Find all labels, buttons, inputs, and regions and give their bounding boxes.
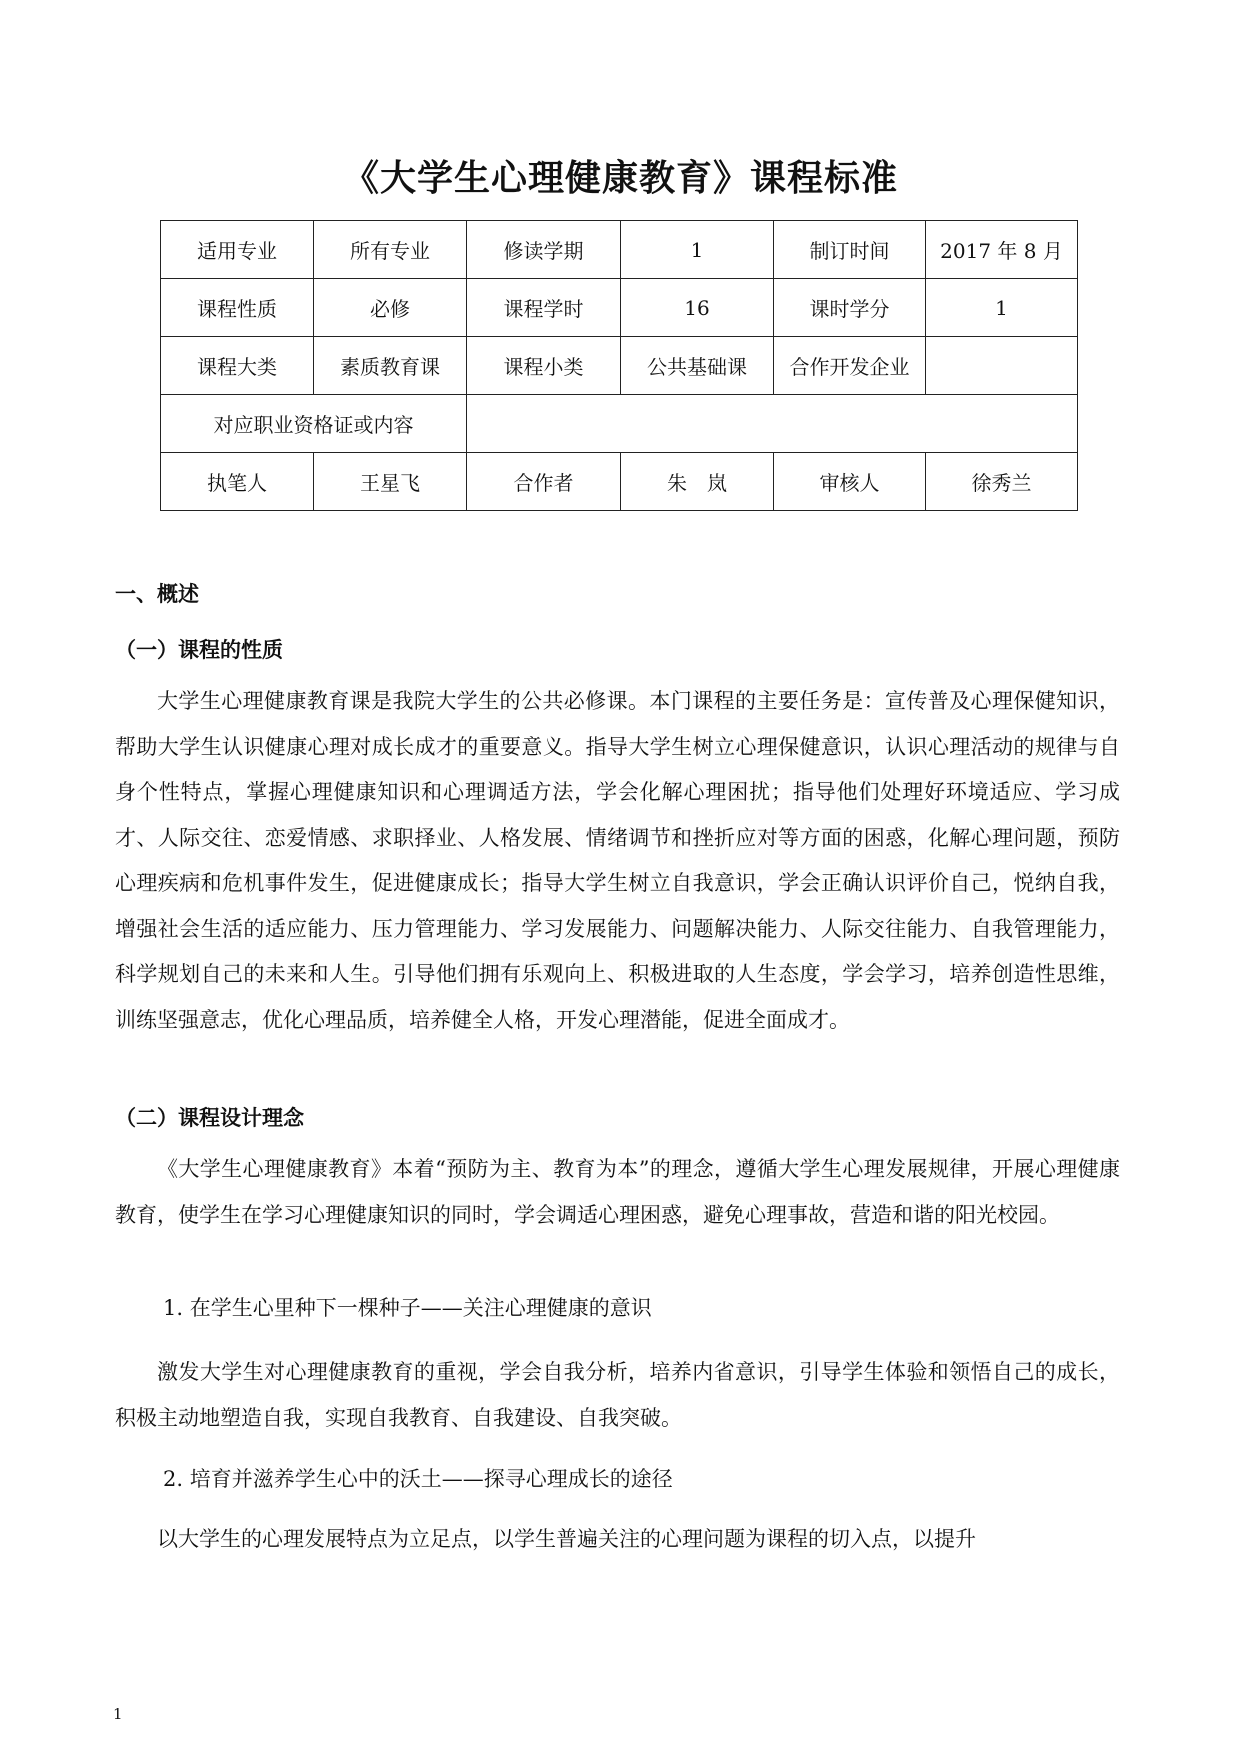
table-cell: 制订时间: [774, 221, 926, 279]
table-cell: 素质教育课: [314, 337, 467, 395]
section-heading: 一、概述: [115, 582, 199, 606]
page-number: 1: [113, 1705, 123, 1723]
table-cell: 必修: [314, 279, 467, 337]
table-cell: 执笔人: [161, 453, 314, 511]
list-item-title: 2. 培育并滋养学生心中的沃土——探寻心理成长的途径: [163, 1467, 673, 1491]
table-cell: 修读学期: [467, 221, 621, 279]
subsection-heading: （一）课程的性质: [115, 638, 283, 662]
table-cell: 课程大类: [161, 337, 314, 395]
course-info-table: [160, 220, 1078, 511]
table-cell: 课程学时: [467, 279, 621, 337]
body-paragraph: 激发大学生对心理健康教育的重视，学会自我分析，培养内省意识，引导学生体验和领悟自己的成长，积极主动地塑造自我，实现自我教育、自我建设、自我突破。: [115, 1360, 1120, 1430]
table-row: [161, 395, 1078, 453]
table-cell: 16: [621, 279, 774, 337]
body-paragraph: 以大学生的心理发展特点为立足点，以学生普遍关注的心理问题为课程的切入点，以提升: [157, 1527, 976, 1551]
body-paragraph: 《大学生心理健康教育》本着“预防为主、教育为本”的理念，遵循大学生心理发展规律，开展心理健康教育，使学生在学习心理健康知识的同时，学会调适心理困惑，避免心理事故，营造和谐的阳光校园。: [115, 1157, 1120, 1227]
table-cell: 合作开发企业: [774, 337, 926, 395]
table-cell: [926, 337, 1078, 395]
table-cell: 对应职业资格证或内容: [161, 395, 467, 453]
table-cell: 课程性质: [161, 279, 314, 337]
body-paragraph: 大学生心理健康教育课是我院大学生的公共必修课。本门课程的主要任务是：宣传普及心理保健知识，帮助大学生认识健康心理对成长成才的重要意义。指导大学生树立心理保健意识，认识心理活动的规律与自身个性特点，掌握心理健康知识和心理调适方法，学会化解心理困扰；指导他们处理好环境适应、学习成才、人际交往、恋爱情感、求职择业、人格发展、情绪调节和挫折应对等方面的困惑，化解心理问题，预防心理疾病和危机事件发生，促进健康成长；指导大学生树立自我意识，学会正确认识评价自己，悦纳自我，增强社会生活的适应能力、压力管理能力、学习发展能力、问题解决能力、人际交往能力、自我管理能力，科学规划自己的未来和人生。引导他们拥有乐观向上、积极进取的人生态度，学会学习，培养创造性思维，训练坚强意志，优化心理品质，培养健全人格，开发心理潜能，促进全面成才。: [115, 689, 1120, 1032]
list-item-title: 1. 在学生心里种下一棵种子——关注心理健康的意识: [163, 1296, 652, 1320]
table-cell: 合作者: [467, 453, 621, 511]
table-cell: 公共基础课: [621, 337, 774, 395]
table-row: [161, 221, 1078, 279]
table-row: [161, 337, 1078, 395]
table-cell: 王星飞: [314, 453, 467, 511]
table-cell: 所有专业: [314, 221, 467, 279]
table-row: [161, 279, 1078, 337]
table-cell: [467, 395, 1078, 453]
table-row: [161, 453, 1078, 511]
table-cell: 适用专业: [161, 221, 314, 279]
table-cell: 2017 年 8 月: [926, 221, 1078, 279]
table-cell: 1: [621, 221, 774, 279]
table-cell: 徐秀兰: [926, 453, 1078, 511]
subsection-heading: （二）课程设计理念: [115, 1106, 304, 1130]
document-title: 《大学生心理健康教育》课程标准: [342, 158, 898, 199]
table-cell: 课程小类: [467, 337, 621, 395]
table-cell: 审核人: [774, 453, 926, 511]
table-cell: 1: [926, 279, 1078, 337]
table-cell: 课时学分: [774, 279, 926, 337]
table-cell: 朱 岚: [621, 453, 774, 511]
